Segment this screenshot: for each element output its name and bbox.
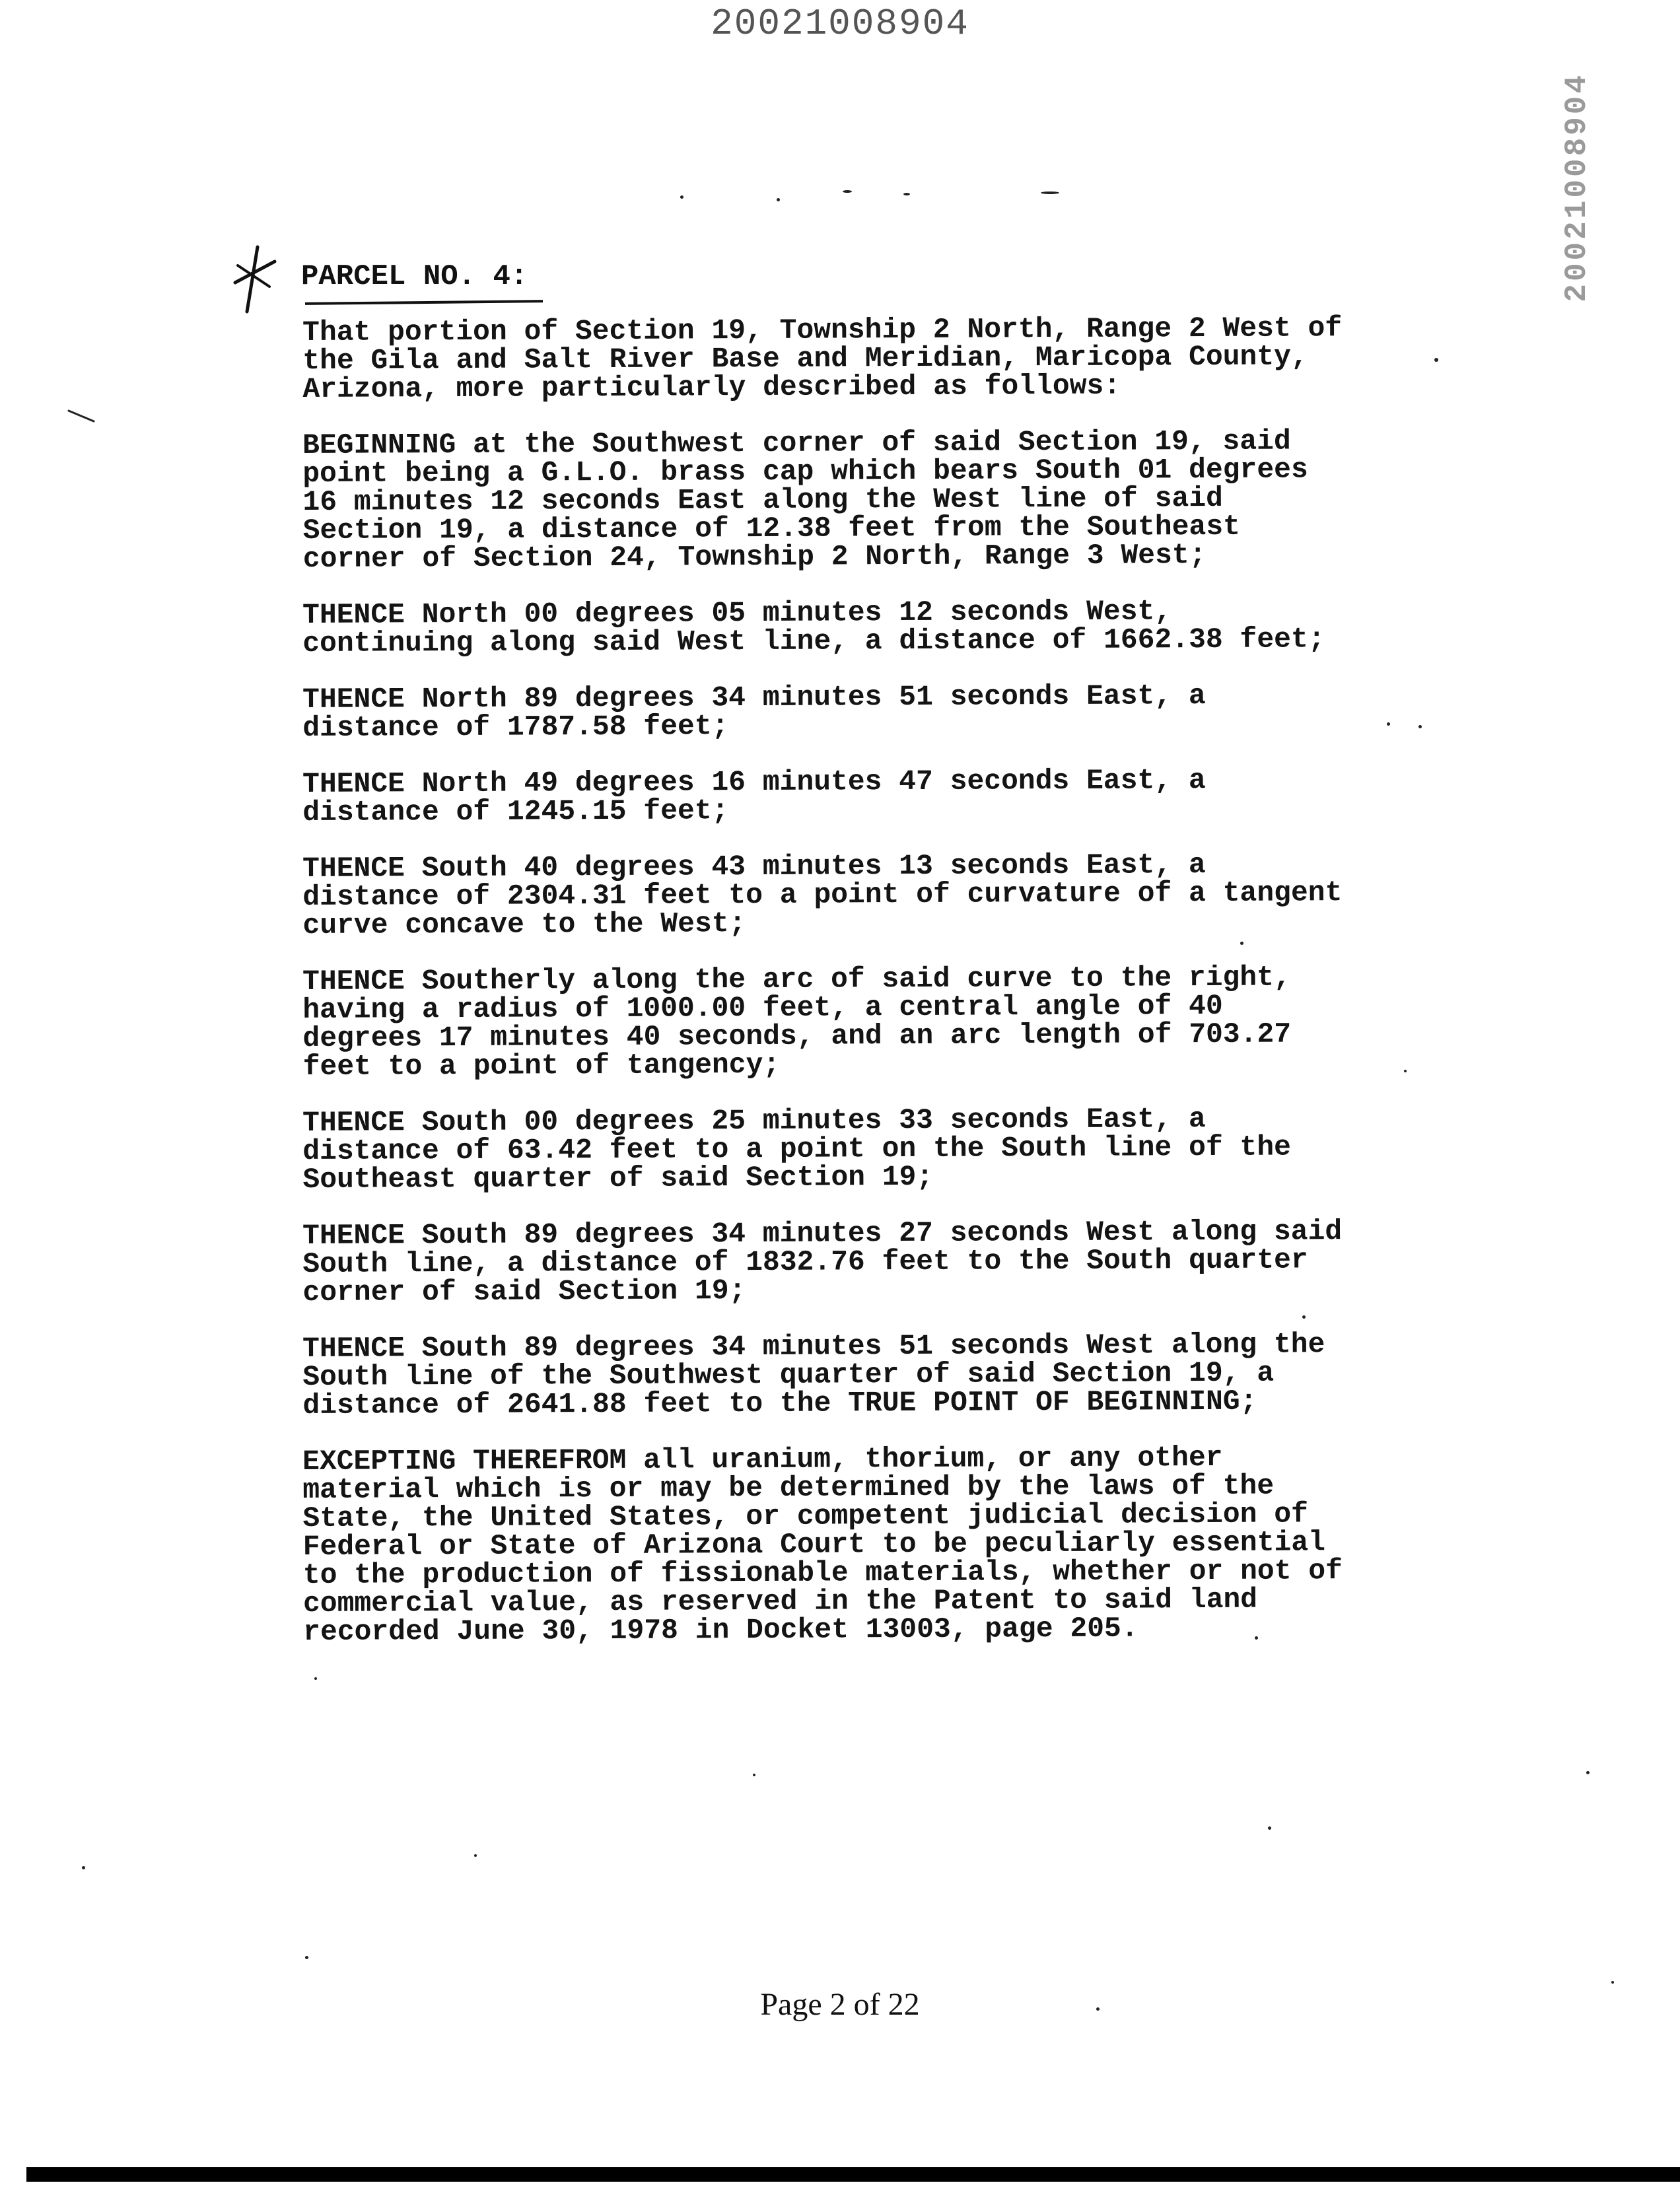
description-paragraph: THENCE South 00 degrees 25 minutes 33 seconds East, a distance of 63.42 feet to a point on the South line of the Southeast quarter of said Section 19;: [302, 1103, 1292, 1196]
description-paragraph: EXCEPTING THEREFROM all uranium, thorium, or any other material which is or may be determined by the laws of the State, the United States, or competent judicial decision of Federal or State of Arizona Court to be peculiarly essential to the production of fissionable materials, whether or not of commercial value, as reserved in the Patent to said land recorded June 30, 1978 in Docket 13003, page 205.: [302, 1441, 1343, 1648]
recording-stamp: [1560, 73, 1595, 302]
scan-speck: [474, 1854, 477, 1857]
recording-stamp-text: 20021008904: [1560, 73, 1594, 302]
description-paragraph: THENCE North 89 degrees 34 minutes 51 seconds East, a distance of 1787.58 feet;: [302, 679, 1206, 744]
scan-speck: [753, 1774, 755, 1776]
scan-speck: [843, 190, 852, 193]
scan-speck: [1268, 1826, 1271, 1830]
scan-bottom-border: [26, 2167, 1680, 2182]
description-paragraph: THENCE South 40 degrees 43 minutes 13 seconds East, a distance of 2304.31 feet to a point of curvature of a tangent curve concave to the West;: [302, 849, 1343, 942]
legal-description: [302, 312, 1518, 1674]
parcel-title: PARCEL NO. 4:: [301, 260, 528, 293]
scan-speck: [1387, 722, 1390, 726]
scan-speck: [680, 195, 683, 199]
scan-speck: [1418, 725, 1422, 728]
description-paragraph: That portion of Section 19, Township 2 North, Range 2 West of the Gila and Salt River Base and Meridian, Maricopa County, Arizona, more particularly described as follows:: [302, 312, 1343, 405]
description-paragraph: THENCE North 00 degrees 05 minutes 12 seconds West, continuing along said West line, a distance of 1662.38 feet;: [302, 595, 1325, 660]
scan-speck: [1611, 1981, 1614, 1984]
scan-speck: [1586, 1771, 1590, 1774]
scan-speck: [1404, 1070, 1407, 1072]
scan-speck: [903, 193, 910, 195]
document-number: 20021008904: [711, 3, 969, 45]
description-paragraph: THENCE North 49 degrees 16 minutes 47 seconds East, a distance of 1245.15 feet;: [302, 764, 1206, 829]
scan-speck: [1240, 942, 1243, 945]
description-paragraph: BEGINNING at the Southwest corner of said Section 19, said point being a G.L.O. brass cap which bears South 01 degrees 16 minutes 12 seconds East along the West line of said Section 19, a distance of 12.38 feet from the Southeast corner of Section 24, Township 2 North, Range 3 West;: [302, 425, 1308, 575]
description-paragraph: THENCE South 89 degrees 34 minutes 51 seconds West along the South line of the Southwest quarter of said Section 19, a distance of 2641.88 feet to the TRUE POINT OF BEGINNING;: [302, 1328, 1325, 1422]
scan-speck: [1041, 191, 1059, 194]
description-paragraph: THENCE Southerly along the arc of said curve to the right, having a radius of 1000.00 feet, a central angle of 40 degrees 17 minutes 40 seconds, and an arc length of 703.27 feet to a point of tangency;: [302, 961, 1292, 1083]
scan-speck: [1096, 2007, 1100, 2011]
handwritten-asterisk-mark: [228, 243, 281, 316]
description-paragraph: THENCE South 89 degrees 34 minutes 27 seconds West along said South line, a distance of 1832.76 feet to the South quarter corner of said Section 19;: [302, 1215, 1343, 1309]
margin-tick-mark: [66, 407, 99, 427]
scan-speck: [1255, 1636, 1258, 1640]
scan-speck: [314, 1677, 317, 1680]
scan-speck: [777, 198, 780, 201]
scan-speck: [1302, 1315, 1306, 1319]
scan-speck: [82, 1866, 85, 1869]
scan-speck: [1434, 358, 1438, 362]
page-number: Page 2 of 22: [760, 1987, 920, 2022]
parcel-title-underline: [305, 300, 543, 305]
scan-speck: [305, 1956, 308, 1959]
